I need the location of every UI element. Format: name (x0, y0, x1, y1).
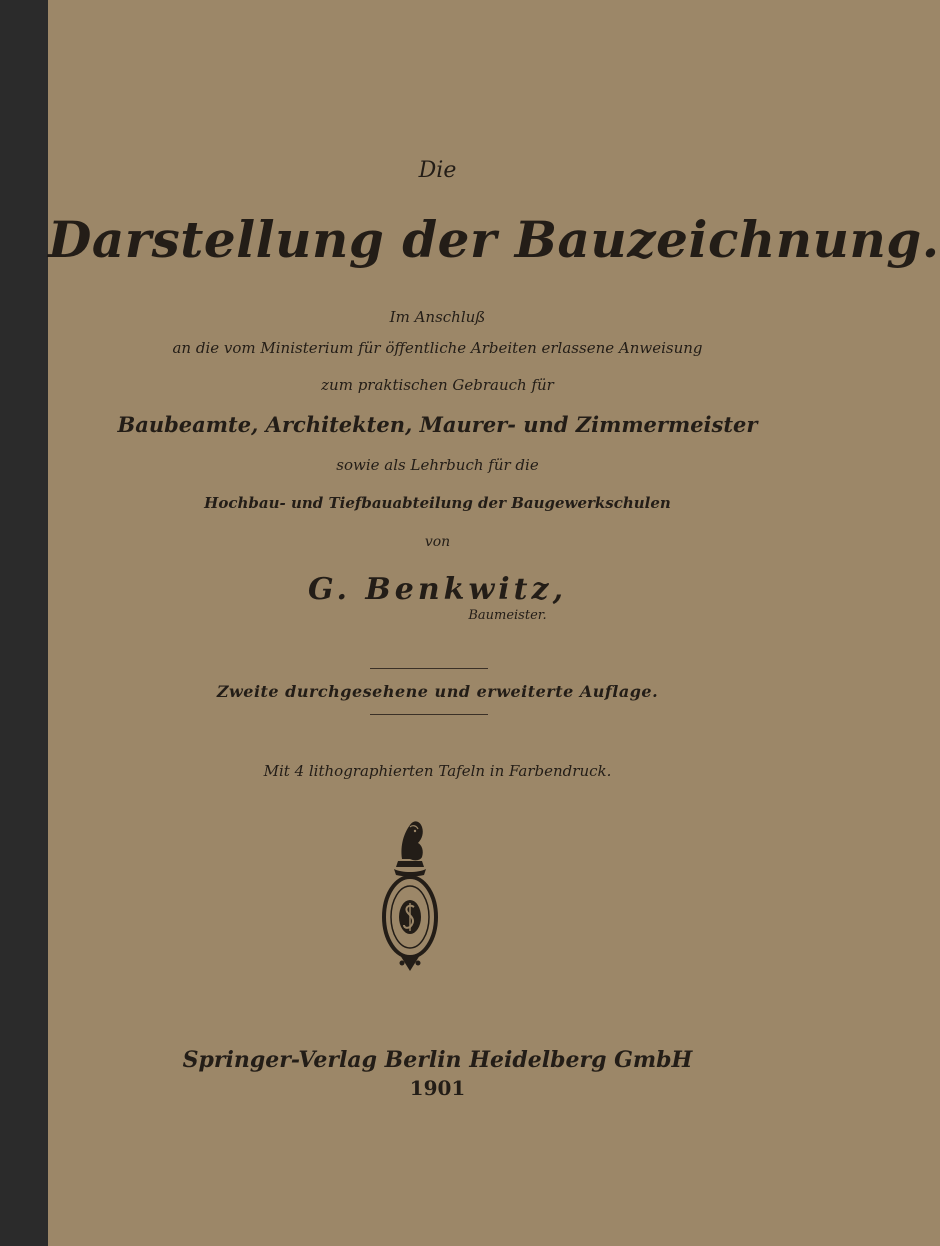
book-title: Darstellung der Bauzeichnung. (48, 210, 940, 269)
subtitle-line-1: Im Anschluß (389, 308, 486, 326)
author-name: G. Benkwitz, (307, 572, 568, 607)
by-line: von (424, 534, 451, 550)
book-spine (0, 0, 48, 1246)
subtitle-line-2: an die vom Ministerium für öffentliche Arbeiten erlassene Anweisung (172, 339, 703, 357)
publication-year: 1901 (409, 1076, 466, 1100)
pre-title: Die (418, 158, 457, 183)
title-page (48, 0, 940, 1246)
springer-knight-seal-icon (380, 815, 440, 975)
audience-line: Baubeamte, Architekten, Maurer- und Zimmermeister (117, 412, 758, 437)
divider-top (370, 668, 488, 669)
edition-line: Zweite durchgesehene und erweiterte Auflage. (216, 682, 659, 701)
publisher-name: Springer-Verlag Berlin Heidelberg GmbH (182, 1047, 693, 1073)
subtitle-line-3: zum praktischen Gebrauch für (321, 376, 554, 394)
author-role: Baumeister. (468, 608, 547, 623)
divider-bottom (370, 714, 488, 715)
subtitle-line-5: Hochbau- und Tiefbauabteilung der Baugewerkschulen (204, 494, 671, 512)
plates-note: Mit 4 lithographierten Tafeln in Farbendruck. (263, 762, 612, 780)
subtitle-line-4: sowie als Lehrbuch für die (336, 456, 539, 474)
